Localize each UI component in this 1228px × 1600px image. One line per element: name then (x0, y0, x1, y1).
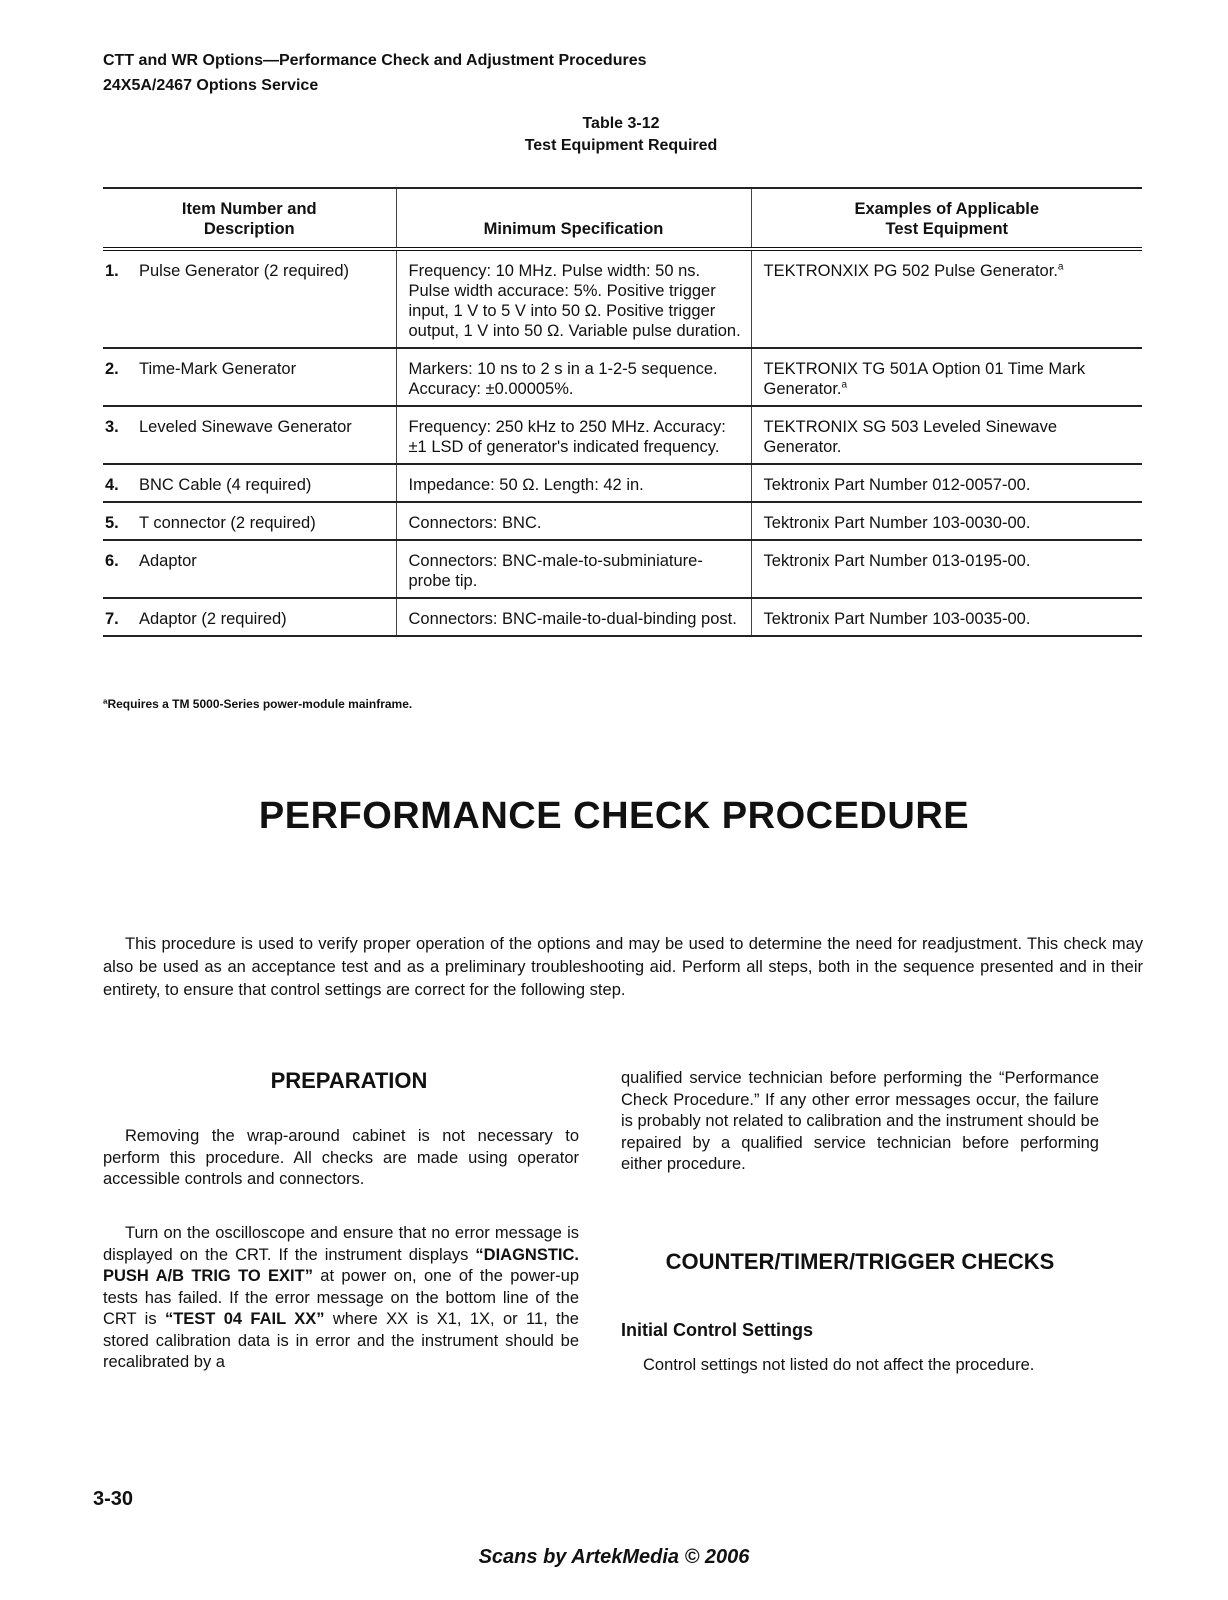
item-description: T connector (2 required) (139, 514, 316, 532)
spec-cell: Frequency: 10 MHz. Pulse width: 50 ns. Pulse width accurace: 5%. Positive trigger input, 1 V to 5 V into 50 Ω. Positive trigger output, 1 V into 50 Ω. Variable pulse duration. (396, 249, 751, 348)
spec-cell: Connectors: BNC-male-to-subminiature-probe tip. (396, 540, 751, 598)
item-cell (103, 249, 396, 348)
item-description: Adaptor (139, 552, 197, 570)
column-header-item-line2: Description (203, 220, 295, 238)
example-cell: Tektronix Part Number 013-0195-00. (751, 540, 1142, 598)
intro-paragraph: This procedure is used to verify proper operation of the options and may be used to determine the need for readjustment. This check may also be used as an acceptance test and as a preliminary troubleshooting aid. Perform all steps, both in the sequence presented and in their entirety, to ensure that control settings are correct for the following step. (103, 935, 1143, 999)
item-description: Adaptor (2 required) (139, 610, 287, 628)
spec-cell: Markers: 10 ns to 2 s in a 1-2-5 sequence. Accuracy: ±0.00005%. (396, 348, 751, 406)
example-cell: Tektronix Part Number 012-0057-00. (751, 464, 1142, 502)
preparation-paragraph-1: Removing the wrap-around cabinet is not necessary to perform this procedure. All checks are made using operator accessible controls and connectors. (103, 1127, 579, 1188)
paragraph-text: where XX is X1, 1X, or 11, the stored calibration data is in error and the instrument should be recalibrated by a (103, 1310, 579, 1371)
item-cell (103, 540, 396, 598)
example-text: TEKTRONIX TG 501A Option 01 Time Mark Generator. (763, 360, 1086, 398)
table-row (103, 502, 1142, 540)
item-description: Leveled Sinewave Generator (139, 418, 352, 436)
table-row (103, 249, 1142, 348)
item-number: 5. (105, 514, 119, 532)
table-header-row (103, 188, 1142, 249)
paragraph-text: Turn on the oscilloscope and ensure that no error message is displayed on the CRT. If the instrument displays (103, 1224, 579, 1264)
section-title: PERFORMANCE CHECK PROCEDURE (258, 795, 970, 837)
table-caption-title: Test Equipment Required (524, 137, 718, 154)
example-cell: Tektronix Part Number 103-0035-00. (751, 598, 1142, 636)
example-cell: Tektronix Part Number 103-0030-00. (751, 502, 1142, 540)
running-header-subtitle: 24X5A/2467 Options Service (103, 77, 319, 94)
column-header-examples-line1: Examples of Applicable (854, 200, 1040, 218)
initial-control-settings-text: Control settings not listed do not affect the procedure. (643, 1356, 1035, 1374)
test-equipment-table (103, 187, 1142, 637)
table-caption-number: Table 3-12 (582, 115, 660, 132)
column-header-item-line1: Item Number and (181, 200, 317, 218)
example-cell: TEKTRONIX SG 503 Leveled Sinewave Generator. (751, 406, 1142, 464)
example-cell (751, 249, 1142, 348)
continued-paragraph: qualified service technician before performing the “Performance Check Procedure.” If any other error messages occur, the failure is probably not related to calibration and the instrument should be repaired by a qualified service technician before performing either procedure. (621, 1069, 1099, 1173)
running-header-title: CTT and WR Options—Performance Check and Adjustment Procedures (103, 52, 647, 69)
table-footnote: ªRequires a TM 5000-Series power-module mainframe. (103, 697, 413, 711)
preparation-paragraph-2 (103, 1223, 579, 1374)
item-cell (103, 464, 396, 502)
error-message-diagnostic: “DIAGNSTIC. PUSH A/B TRIG TO EXIT” (103, 1245, 579, 1285)
counter-timer-trigger-heading: COUNTER/TIMER/TRIGGER CHECKS (665, 1249, 1055, 1274)
item-description: Pulse Generator (2 required) (139, 262, 350, 280)
item-number: 7. (105, 610, 119, 628)
column-header-spec: Minimum Specification (396, 188, 751, 249)
paragraph-text: at power on, one of the power-up tests has failed. If the error message on the bottom line of the CRT is (103, 1267, 580, 1328)
footnote-marker: a (1057, 261, 1064, 273)
footnote-marker: a (841, 379, 848, 391)
table-row (103, 464, 1142, 502)
table-row (103, 406, 1142, 464)
item-number: 6. (105, 552, 119, 570)
example-cell (751, 348, 1142, 406)
table-row (103, 540, 1142, 598)
item-number: 3. (105, 418, 119, 436)
example-text: TEKTRONXIX PG 502 Pulse Generator. (763, 262, 1058, 280)
scan-credit: Scans by ArtekMedia © 2006 (478, 1546, 750, 1568)
table-row (103, 598, 1142, 636)
spec-cell: Connectors: BNC-maile-to-dual-binding post. (396, 598, 751, 636)
item-description: Time-Mark Generator (139, 360, 297, 378)
table-row (103, 348, 1142, 406)
item-number: 1. (105, 262, 119, 280)
column-header-item (103, 188, 396, 249)
spec-cell: Connectors: BNC. (396, 502, 751, 540)
item-cell (103, 406, 396, 464)
page-number: 3-30 (93, 1488, 134, 1510)
error-message-test04: “TEST 04 FAIL XX” (164, 1310, 325, 1328)
spec-cell: Frequency: 250 kHz to 250 MHz. Accuracy: ±1 LSD of generator's indicated frequency. (396, 406, 751, 464)
spec-cell: Impedance: 50 Ω. Length: 42 in. (396, 464, 751, 502)
initial-control-settings-heading: Initial Control Settings (621, 1320, 813, 1340)
column-header-examples-line2: Test Equipment (885, 220, 1009, 238)
item-cell (103, 502, 396, 540)
item-number: 2. (105, 360, 119, 378)
column-header-examples (751, 188, 1142, 249)
item-number: 4. (105, 476, 119, 494)
item-description: BNC Cable (4 required) (139, 476, 312, 494)
item-cell (103, 348, 396, 406)
item-cell (103, 598, 396, 636)
preparation-heading: PREPARATION (270, 1068, 428, 1093)
